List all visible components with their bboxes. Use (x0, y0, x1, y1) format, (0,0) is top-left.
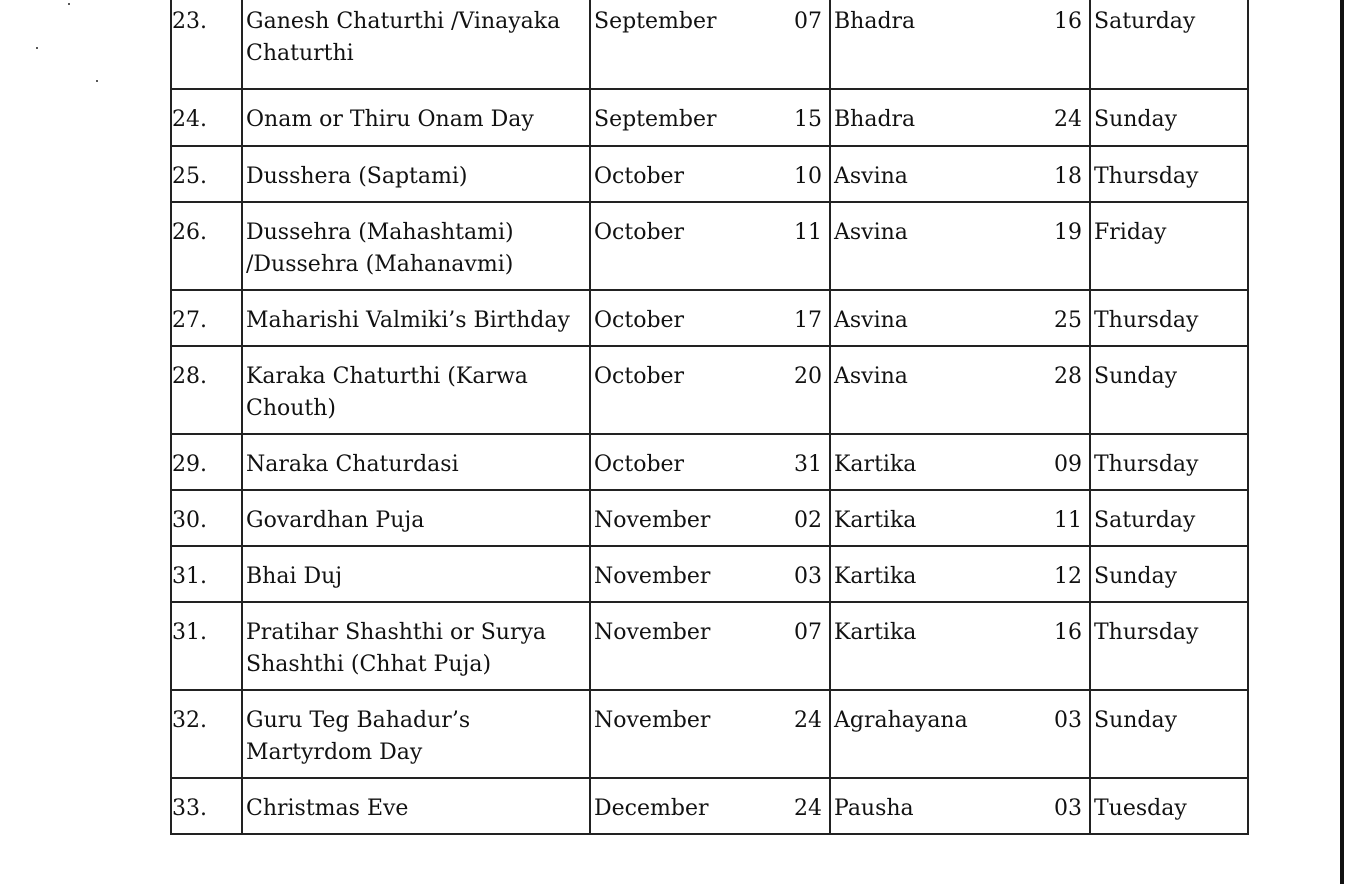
saka-day-number: 03 (1054, 708, 1082, 733)
saka-day-number: 18 (1054, 164, 1082, 189)
table-row (171, 202, 1248, 290)
gregorian-month: December (594, 796, 709, 821)
weekday: Thursday (1090, 146, 1248, 202)
gregorian-date (590, 434, 830, 490)
weekday: Friday (1090, 202, 1248, 290)
serial-number: 31. (171, 546, 242, 602)
gregorian-day-number: 07 (794, 620, 822, 645)
saka-month: Kartika (834, 564, 917, 589)
holiday-name: Karaka Chaturthi (Karwa Chouth) (242, 346, 590, 434)
saka-date (830, 434, 1090, 490)
scan-edge-line (1340, 0, 1344, 884)
saka-date (830, 202, 1090, 290)
saka-month: Kartika (834, 620, 917, 645)
gregorian-month: October (594, 220, 685, 245)
gregorian-date (590, 546, 830, 602)
weekday: Sunday (1090, 346, 1248, 434)
weekday: Thursday (1090, 290, 1248, 346)
weekday: Tuesday (1090, 778, 1248, 834)
weekday: Saturday (1090, 490, 1248, 546)
scan-speck (68, 3, 70, 5)
gregorian-date (590, 602, 830, 690)
gregorian-day-number: 24 (794, 708, 822, 733)
saka-day-number: 19 (1054, 220, 1082, 245)
saka-day-number: 24 (1054, 107, 1082, 132)
holiday-name: Dusshera (Saptami) (242, 146, 590, 202)
holiday-name: Bhai Duj (242, 546, 590, 602)
holiday-name: Naraka Chaturdasi (242, 434, 590, 490)
saka-day-number: 03 (1054, 796, 1082, 821)
table-row (171, 346, 1248, 434)
gregorian-date (590, 89, 830, 146)
saka-date (830, 0, 1090, 89)
serial-number: 28. (171, 346, 242, 434)
saka-month: Kartika (834, 508, 917, 533)
serial-number: 33. (171, 778, 242, 834)
serial-number: 25. (171, 146, 242, 202)
gregorian-date (590, 290, 830, 346)
gregorian-date (590, 778, 830, 834)
saka-day-number: 28 (1054, 364, 1082, 389)
serial-number: 31. (171, 602, 242, 690)
serial-number: 32. (171, 690, 242, 778)
saka-month: Agrahayana (834, 708, 968, 733)
gregorian-month: October (594, 364, 685, 389)
holiday-name: Dussehra (Mahashtami) /Dussehra (Mahanavmi) (242, 202, 590, 290)
holiday-table-body (171, 0, 1248, 834)
table-row (171, 434, 1248, 490)
table-row (171, 0, 1248, 89)
gregorian-day-number: 07 (794, 9, 822, 34)
table-row (171, 602, 1248, 690)
serial-number: 29. (171, 434, 242, 490)
gregorian-day-number: 11 (794, 220, 822, 245)
serial-number: 23. (171, 0, 242, 89)
table-row (171, 546, 1248, 602)
gregorian-date (590, 490, 830, 546)
saka-month: Pausha (834, 796, 914, 821)
scan-speck (36, 47, 38, 49)
holiday-table (170, 0, 1249, 835)
gregorian-day-number: 31 (794, 452, 822, 477)
saka-date (830, 146, 1090, 202)
gregorian-day-number: 20 (794, 364, 822, 389)
weekday: Saturday (1090, 0, 1248, 89)
saka-month: Bhadra (834, 9, 916, 34)
table-row (171, 490, 1248, 546)
gregorian-day-number: 10 (794, 164, 822, 189)
gregorian-month: November (594, 508, 711, 533)
gregorian-date (590, 0, 830, 89)
gregorian-month: October (594, 164, 685, 189)
weekday: Sunday (1090, 546, 1248, 602)
saka-month: Bhadra (834, 107, 916, 132)
saka-day-number: 12 (1054, 564, 1082, 589)
scan-speck (96, 80, 98, 82)
gregorian-date (590, 346, 830, 434)
holiday-name: Christmas Eve (242, 778, 590, 834)
table-row (171, 89, 1248, 146)
table-row (171, 778, 1248, 834)
serial-number: 27. (171, 290, 242, 346)
gregorian-date (590, 690, 830, 778)
holiday-name: Govardhan Puja (242, 490, 590, 546)
table-row (171, 146, 1248, 202)
table-row (171, 290, 1248, 346)
saka-month: Asvina (834, 308, 908, 333)
saka-month: Asvina (834, 164, 908, 189)
serial-number: 24. (171, 89, 242, 146)
saka-day-number: 16 (1054, 620, 1082, 645)
saka-day-number: 16 (1054, 9, 1082, 34)
weekday: Thursday (1090, 602, 1248, 690)
saka-day-number: 25 (1054, 308, 1082, 333)
saka-date (830, 546, 1090, 602)
gregorian-month: September (594, 107, 717, 132)
gregorian-day-number: 17 (794, 308, 822, 333)
holiday-name: Guru Teg Bahadur’s Martyrdom Day (242, 690, 590, 778)
gregorian-day-number: 02 (794, 508, 822, 533)
saka-date (830, 778, 1090, 834)
saka-month: Asvina (834, 220, 908, 245)
gregorian-month: October (594, 452, 685, 477)
serial-number: 30. (171, 490, 242, 546)
saka-date (830, 602, 1090, 690)
saka-day-number: 11 (1054, 508, 1082, 533)
gregorian-day-number: 03 (794, 564, 822, 589)
holiday-name: Maharishi Valmiki’s Birthday (242, 290, 590, 346)
saka-date (830, 690, 1090, 778)
saka-month: Kartika (834, 452, 917, 477)
gregorian-month: November (594, 620, 711, 645)
gregorian-month: September (594, 9, 717, 34)
gregorian-month: November (594, 564, 711, 589)
table-row (171, 690, 1248, 778)
holiday-name: Pratihar Shashthi or Surya Shashthi (Chhat Puja) (242, 602, 590, 690)
saka-month: Asvina (834, 364, 908, 389)
serial-number: 26. (171, 202, 242, 290)
saka-date (830, 290, 1090, 346)
gregorian-month: October (594, 308, 685, 333)
saka-day-number: 09 (1054, 452, 1082, 477)
saka-date (830, 346, 1090, 434)
gregorian-month: November (594, 708, 711, 733)
weekday: Thursday (1090, 434, 1248, 490)
saka-date (830, 490, 1090, 546)
weekday: Sunday (1090, 89, 1248, 146)
gregorian-date (590, 146, 830, 202)
gregorian-date (590, 202, 830, 290)
saka-date (830, 89, 1090, 146)
holiday-name: Ganesh Chaturthi /Vinayaka Chaturthi (242, 0, 590, 89)
weekday: Sunday (1090, 690, 1248, 778)
holiday-name: Onam or Thiru Onam Day (242, 89, 590, 146)
gregorian-day-number: 15 (794, 107, 822, 132)
gregorian-day-number: 24 (794, 796, 822, 821)
